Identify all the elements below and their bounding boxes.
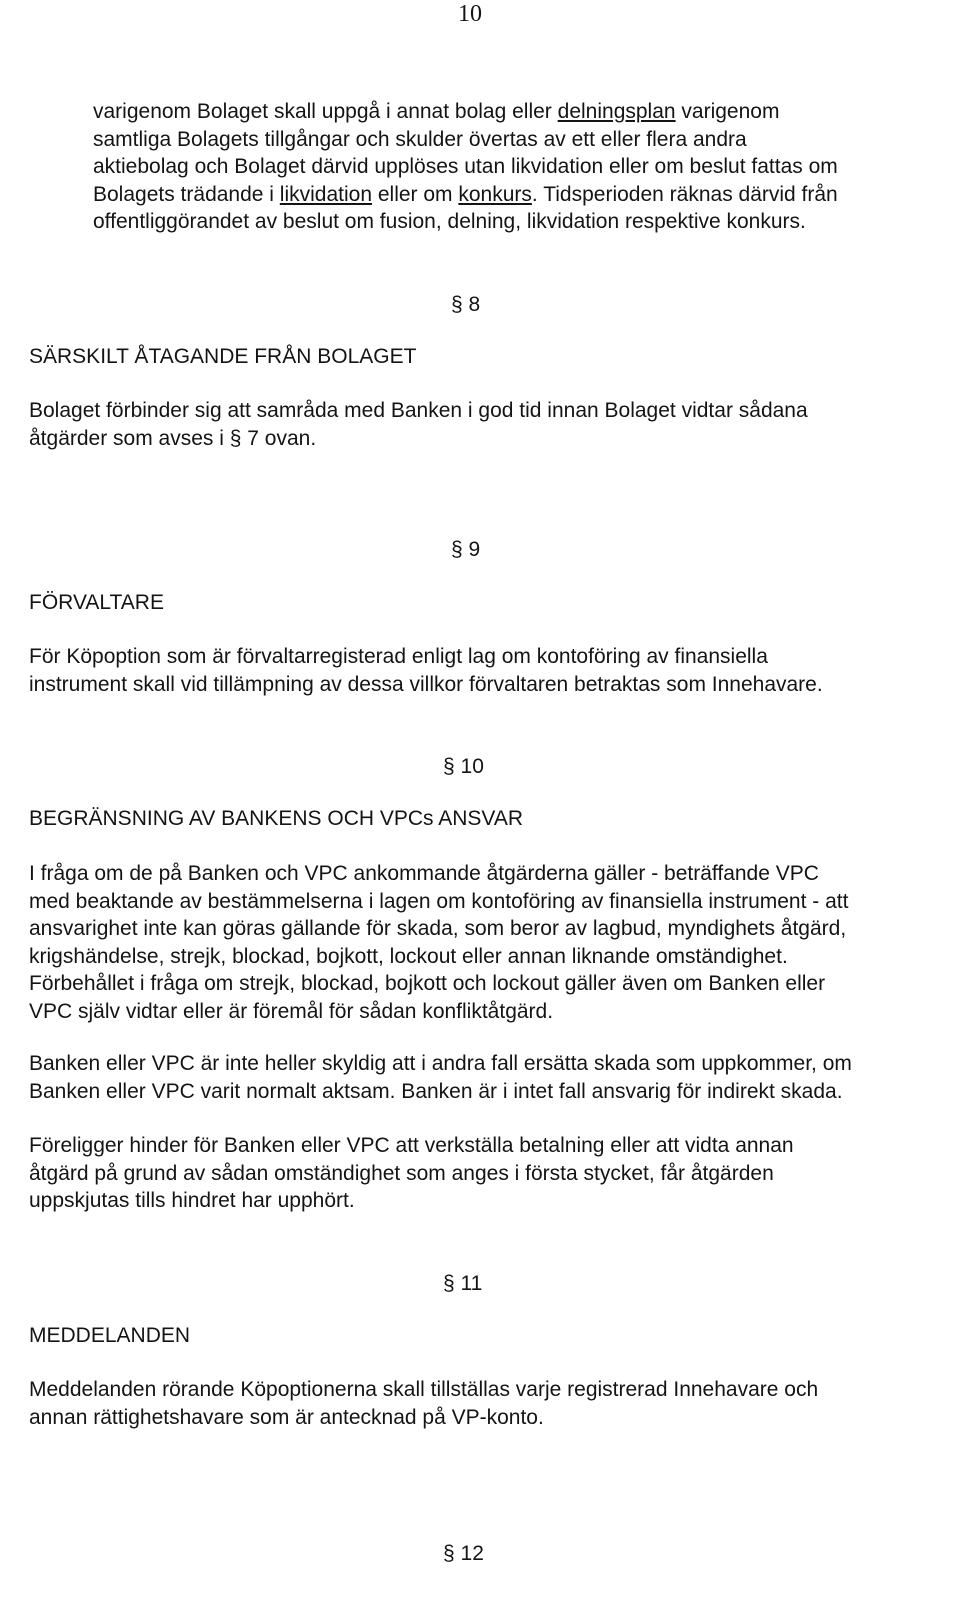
text-line: samtliga Bolagets tillgångar och skulder övertas av ett eller flera andra — [93, 127, 747, 151]
section-number: § 10 — [443, 755, 484, 778]
text-line: offentliggörandet av beslut om fusion, delning, likvidation respektive konkurs. — [93, 210, 806, 233]
text-line: För Köpoption som är förvaltarregisterad enligt lag om kontoföring av finansiella — [29, 645, 768, 668]
section-paragraph — [29, 1376, 960, 1431]
section-paragraph — [29, 397, 960, 452]
intro-paragraph — [93, 98, 960, 236]
text-line: uppskjutas tills hindret har upphört. — [29, 1189, 355, 1212]
text-line: åtgärder som avses i § 7 ovan. — [29, 426, 317, 450]
section-number: § 8 — [451, 293, 481, 316]
text-line: Bolagets trädande i likvidation eller om konkurs. Tidsperioden räknas därvid från — [93, 182, 838, 206]
text-line: åtgärd på grund av sådan omständighet som anges i första stycket, får åtgärden — [29, 1161, 774, 1185]
section-number: § 12 — [443, 1542, 484, 1565]
section-paragraph — [29, 1050, 960, 1105]
section-heading: SÄRSKILT ÅTAGANDE FRÅN BOLAGET — [29, 345, 417, 368]
text-line: Bolaget förbinder sig att samråda med Banken i god tid innan Bolaget vidtar sådana — [29, 399, 808, 422]
text-line: Banken eller VPC varit normalt aktsam. Banken är i intet fall ansvarig för indirekt skada. — [29, 1079, 843, 1103]
text-line: annan rättighetshavare som är antecknad på VP-konto. — [29, 1405, 544, 1429]
link-likvidation[interactable]: likvidation — [279, 182, 373, 206]
text-line: med beaktande av bestämmelserna i lagen om kontoföring av finansiella instrument - att — [29, 889, 849, 913]
text-line: I fråga om de på Banken och VPC ankommande åtgärderna gäller - beträffande VPC — [29, 862, 819, 885]
page-number: 10 — [458, 1, 482, 27]
text-line: Föreligger hinder för Banken eller VPC att verkställa betalning eller att vidta annan — [29, 1134, 794, 1157]
text-line: Banken eller VPC är inte heller skyldig att i andra fall ersätta skada som uppkommer, om — [29, 1052, 852, 1075]
text-line: varigenom Bolaget skall uppgå i annat bolag eller delningsplan varigenom — [93, 100, 780, 123]
section-paragraph — [29, 643, 960, 698]
text-line: ansvarighet inte kan göras gällande för skada, som beror av lagbud, myndighets åtgärd, — [29, 917, 847, 940]
section-heading: MEDDELANDEN — [29, 1324, 191, 1347]
text-line: krigshändelse, strejk, blockad, bojkott, lockout eller annan liknande omständighet. — [29, 944, 788, 968]
text-line: Förbehållet i fråga om strejk, blockad, bojkott och lockout gäller även om Banken eller — [29, 972, 826, 995]
section-number: § 9 — [451, 538, 481, 561]
section-number: § 11 — [443, 1272, 483, 1295]
section-paragraph — [29, 1132, 960, 1215]
link-konkurs[interactable]: konkurs — [458, 182, 532, 206]
link-delningsplan[interactable]: delningsplan — [557, 100, 676, 123]
section-paragraph — [29, 860, 960, 1025]
section-heading: BEGRÄNSNING AV BANKENS OCH VPCs ANSVAR — [29, 807, 524, 830]
text-line: instrument skall vid tillämpning av dessa villkor förvaltaren betraktas som Innehavare. — [29, 672, 823, 696]
text-line: aktiebolag och Bolaget därvid upplöses utan likvidation eller om beslut fattas om — [93, 155, 838, 178]
text-line: Meddelanden rörande Köpoptionerna skall tillställas varje registrerad Innehavare och — [29, 1378, 819, 1401]
text-line: VPC själv vidtar eller är föremål för sådan konfliktåtgärd. — [29, 999, 554, 1023]
section-heading: FÖRVALTARE — [29, 591, 164, 614]
